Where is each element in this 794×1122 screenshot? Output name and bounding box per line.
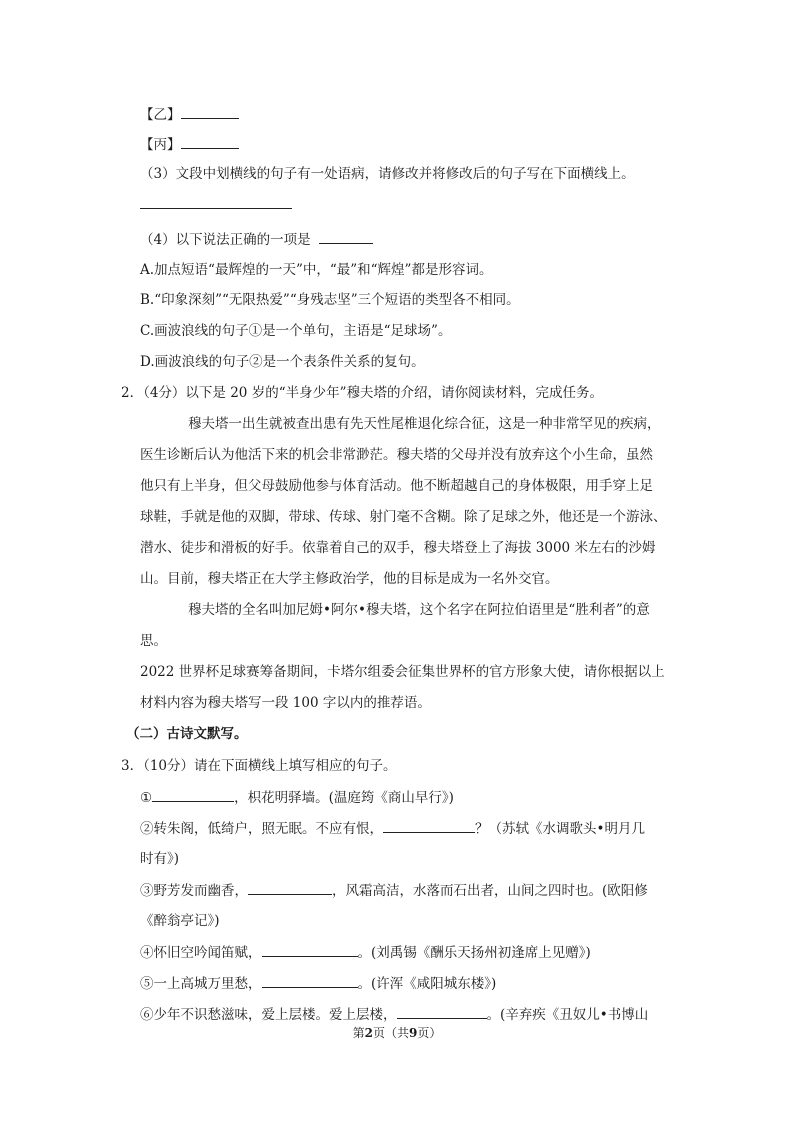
q4-option-b: B.“印象深刻”“无限热爱”“身残志坚”三个短语的类型各不相同。: [140, 292, 520, 308]
q2-para1-line: 他只有上半身，但父母鼓励他参与体育活动。他不断超越自己的身体极限，用手穿上足: [140, 478, 653, 494]
q4-option-d: D.画波浪线的句子②是一个表条件关系的复句。: [140, 354, 425, 370]
page-footer: [0, 1024, 794, 1042]
q4-stem-row: [140, 229, 373, 250]
item-3-blank[interactable]: [248, 880, 332, 895]
q3-item-1: [140, 787, 454, 808]
item-5-blank[interactable]: [262, 973, 358, 988]
footer-suffix: 页）: [417, 1026, 442, 1040]
q3-item-5: [140, 973, 496, 994]
item-5-text: ⑤一上高城万里愁，: [140, 976, 262, 992]
q3-item-4: [140, 942, 591, 963]
q2-para1-line: 穆夫塔一出生就被查出患有先天性尾椎退化综合征，这是一种非常罕见的疾病，: [188, 416, 661, 432]
answer-yi: [140, 104, 239, 125]
item-5-source: 。(许浑《咸阳城东楼》): [357, 976, 497, 992]
item-6-blank[interactable]: [397, 1004, 487, 1019]
item-6-source: 。(辛弃疾《丑奴儿•书博山: [486, 1007, 649, 1023]
footer-prefix: 第: [352, 1026, 365, 1040]
item-3-source: ，风霜高洁，水落而石出者，山间之四时也。(欧阳修: [332, 883, 648, 899]
item-1-blank[interactable]: [152, 787, 234, 802]
footer-page-number: 2: [364, 1026, 373, 1040]
item-4-source: 。(刘禹锡《酬乐天扬州初逢席上见赠》): [357, 945, 591, 961]
q3-answer-line[interactable]: [140, 194, 292, 215]
question3-header: 3．（10分）请在下面横线上填写相应的句子。: [121, 758, 397, 774]
answer-bing-blank[interactable]: [181, 134, 239, 149]
q2-para1-line: 潜水、徒步和滑板的好手。依靠着自己的双手，穆夫塔登上了海拔 3000 米左右的沙姆: [140, 540, 656, 556]
item-2-blank[interactable]: [383, 818, 475, 833]
q2-para1-line: 山。目前，穆夫塔正在大学主修政治学，他的目标是成为一名外交官。: [140, 571, 559, 587]
q2-para1-line: 医生诊断后认为他活下来的机会非常渺茫。穆夫塔的父母并没有放弃这个小生命，虽然: [140, 447, 653, 463]
q2-para2-line: 思。: [140, 633, 167, 649]
footer-total-pages: 9: [409, 1026, 418, 1040]
item-2-text: ②转朱阁，低绮户，照无眠。不应有恨，: [140, 821, 383, 837]
answer-yi-label: 【乙】: [140, 107, 181, 123]
q3-answer-blank[interactable]: [140, 194, 292, 209]
item-6-text: ⑥少年不识愁滋味，爱上层楼。爱上层楼，: [140, 1007, 397, 1023]
q4-option-c: C.画波浪线的句子①是一个单句，主语是“足球场”。: [140, 323, 452, 339]
q2-task-line: 2022 世界杯足球赛筹备期间，卡塔尔组委会征集世界杯的官方形象大使，请你根据以上: [140, 664, 665, 680]
answer-bing: [140, 134, 239, 155]
q3-item-3: [140, 880, 648, 901]
q4-option-a: A.加点短语“最辉煌的一天”中，“最”和“辉煌”都是形容词。: [140, 262, 493, 278]
q3-item-2-cont: 时有》): [140, 851, 180, 867]
q3-item-3-cont: 《醉翁亭记》): [140, 913, 220, 929]
footer-mid: 页（共: [372, 1026, 409, 1040]
q4-answer-blank[interactable]: [319, 229, 373, 244]
q4-stem: （4）以下说法正确的一项是: [140, 232, 311, 248]
section2-title: （二）古诗文默写。: [126, 726, 248, 742]
q3-item-2: [140, 818, 645, 839]
question2-header: 2．（4分）以下是 20 岁的“半身少年”穆夫塔的介绍，请你阅读材料，完成任务。: [121, 385, 603, 401]
item-1-text: ，枳花明驿墙。(温庭筠《商山早行》): [234, 790, 454, 806]
q3-stem: （3）文段中划横线的句子有一处语病，请修改并将修改后的句子写在下面横线上。: [140, 166, 635, 182]
item-2-source: ？（苏轼《水调歌头•明月几: [475, 821, 645, 837]
q3-item-6: [140, 1004, 648, 1025]
item-1-number: ①: [140, 790, 153, 806]
answer-bing-label: 【丙】: [140, 137, 181, 153]
item-4-blank[interactable]: [262, 942, 358, 957]
item-3-text: ③野芳发而幽香，: [140, 883, 248, 899]
q2-para1-line: 球鞋，手就是他的双脚，带球、传球、射门毫不含糊。除了足球之外，他还是一个游泳、: [140, 509, 667, 525]
item-4-text: ④怀旧空吟闻笛赋，: [140, 945, 262, 961]
q2-task-line: 材料内容为穆夫塔写一段 100 字以内的推荐语。: [140, 695, 431, 711]
answer-yi-blank[interactable]: [181, 104, 239, 119]
q2-para2-line: 穆夫塔的全名叫加尼姆•阿尔•穆夫塔，这个名字在阿拉伯语里是“胜利者”的意: [188, 602, 650, 618]
